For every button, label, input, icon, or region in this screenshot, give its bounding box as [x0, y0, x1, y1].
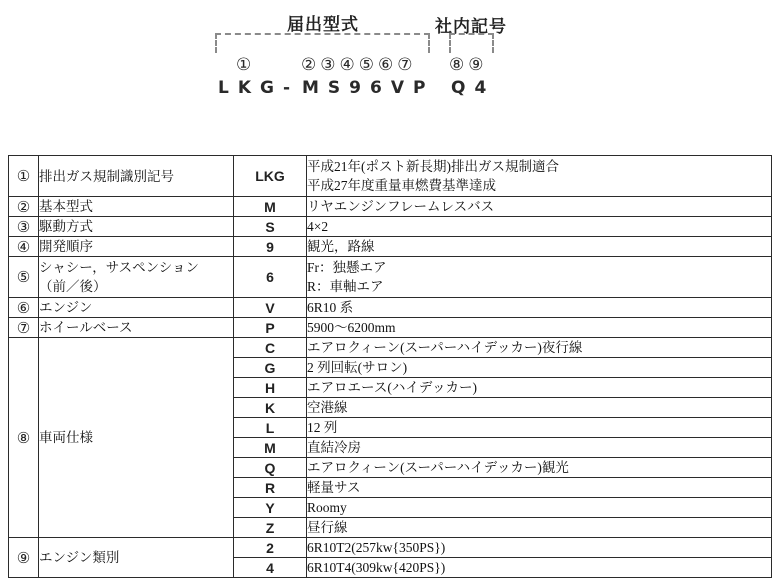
code-cell: G — [234, 358, 307, 378]
label-line: ホイールベース — [39, 320, 133, 335]
model-code-table-body — [9, 156, 772, 578]
code-cell: LKG — [234, 156, 307, 197]
description-cell — [307, 418, 772, 438]
description-cell — [307, 478, 772, 498]
description-cell — [307, 378, 772, 398]
description-line: リヤエンジンフレームレスバス — [307, 199, 495, 214]
label-line: （前／後） — [39, 279, 107, 294]
table-row — [9, 538, 772, 558]
row-label-cell — [39, 298, 234, 318]
description-line: 4×2 — [307, 219, 329, 234]
description-line: 軽量サス — [307, 480, 361, 495]
code-cell: S — [234, 217, 307, 237]
row-number-cell: ⑨ — [9, 538, 39, 578]
label-line: 駆動方式 — [39, 219, 93, 234]
description-cell — [307, 498, 772, 518]
description-cell — [307, 458, 772, 478]
description-line: 空港線 — [307, 400, 348, 415]
row-label-cell — [39, 237, 234, 257]
description-line: 平成27年度重量車燃費基準達成 — [307, 178, 496, 193]
code-cell: Y — [234, 498, 307, 518]
code-prefix-lkg: LKG — [218, 78, 283, 98]
row-number-cell: ⑦ — [9, 318, 39, 338]
table-row — [9, 257, 772, 298]
description-line: 平成21年(ポスト新長期)排出ガス規制適合 — [307, 159, 559, 174]
description-cell — [307, 338, 772, 358]
description-line: R：車軸エア — [307, 279, 384, 294]
description-cell — [307, 318, 772, 338]
model-code-table — [8, 155, 772, 578]
row-label-cell — [39, 318, 234, 338]
description-line: Fr：独懸エア — [307, 260, 387, 275]
code-internal-q4: Q4 — [451, 78, 496, 98]
description-cell — [307, 257, 772, 298]
label-line: エンジン類別 — [39, 550, 120, 565]
row-label-cell — [39, 197, 234, 217]
table-row — [9, 156, 772, 197]
table-row — [9, 298, 772, 318]
code-dash: - — [283, 78, 291, 98]
description-line: 直結冷房 — [307, 440, 361, 455]
table-row — [9, 318, 772, 338]
code-cell: H — [234, 378, 307, 398]
description-cell — [307, 398, 772, 418]
row-number-cell: ② — [9, 197, 39, 217]
table-row — [9, 338, 772, 358]
code-cell: K — [234, 398, 307, 418]
code-cell: P — [234, 318, 307, 338]
description-line: 昼行線 — [307, 520, 348, 535]
description-line: エアロエース(ハイデッカー) — [307, 380, 478, 395]
description-cell — [307, 156, 772, 197]
description-cell — [307, 217, 772, 237]
table-row — [9, 217, 772, 237]
row-label-cell — [39, 538, 234, 578]
internal-code-label: 社内記号 — [435, 17, 507, 36]
description-line: 観光，路線 — [307, 239, 375, 254]
description-line: エアロクィーン(スーパーハイデッカー)夜行線 — [307, 340, 583, 355]
description-line: 12 列 — [307, 420, 338, 435]
label-line: エンジン — [39, 300, 93, 315]
code-cell: C — [234, 338, 307, 358]
code-body-ms96vp: MS96VP — [302, 78, 435, 98]
code-cell: Q — [234, 458, 307, 478]
label-line: 基本型式 — [39, 199, 93, 214]
description-line: 5900〜6200mm — [307, 320, 396, 335]
row-number-cell: ⑤ — [9, 257, 39, 298]
code-cell: 4 — [234, 558, 307, 578]
row-label-cell — [39, 156, 234, 197]
code-cell: L — [234, 418, 307, 438]
internal-code-bracket — [449, 33, 494, 53]
label-line: シャシー，サスペンション — [39, 260, 200, 275]
code-cell: R — [234, 478, 307, 498]
description-cell — [307, 518, 772, 538]
row-label-cell — [39, 338, 234, 538]
row-number-cell: ⑥ — [9, 298, 39, 318]
description-cell — [307, 538, 772, 558]
code-cell: 2 — [234, 538, 307, 558]
circled-numbers-8-9: ⑧⑨ — [449, 55, 488, 75]
description-line: Roomy — [307, 500, 347, 515]
model-code-diagram — [0, 0, 777, 150]
row-number-cell: ① — [9, 156, 39, 197]
code-cell: M — [234, 438, 307, 458]
row-label-cell — [39, 257, 234, 298]
row-number-cell: ⑧ — [9, 338, 39, 538]
notification-model-bracket — [215, 33, 430, 53]
description-line: 6R10 系 — [307, 300, 354, 315]
label-line: 開発順序 — [39, 239, 93, 254]
circled-number-1: ① — [236, 55, 252, 75]
description-line: 6R10T4(309kw{420PS}) — [307, 560, 446, 575]
row-number-cell: ④ — [9, 237, 39, 257]
description-cell — [307, 358, 772, 378]
description-cell — [307, 197, 772, 217]
code-cell: Z — [234, 518, 307, 538]
row-label-cell — [39, 217, 234, 237]
code-cell: 6 — [234, 257, 307, 298]
code-cell: 9 — [234, 237, 307, 257]
code-cell: V — [234, 298, 307, 318]
description-line: エアロクィーン(スーパーハイデッカー)観光 — [307, 460, 569, 475]
row-number-cell: ③ — [9, 217, 39, 237]
circled-numbers-2-7: ②③④⑤⑥⑦ — [301, 55, 417, 75]
description-line: 6R10T2(257kw{350PS}) — [307, 540, 446, 555]
description-cell — [307, 298, 772, 318]
label-line: 排出ガス規制識別記号 — [39, 168, 174, 184]
description-line: 2 列回転(サロン) — [307, 360, 408, 375]
table-row — [9, 197, 772, 217]
description-cell — [307, 237, 772, 257]
label-line: 車両仕様 — [39, 430, 93, 445]
notification-model-label: 届出型式 — [287, 15, 359, 34]
code-cell: M — [234, 197, 307, 217]
description-cell — [307, 438, 772, 458]
table-row — [9, 237, 772, 257]
description-cell — [307, 558, 772, 578]
